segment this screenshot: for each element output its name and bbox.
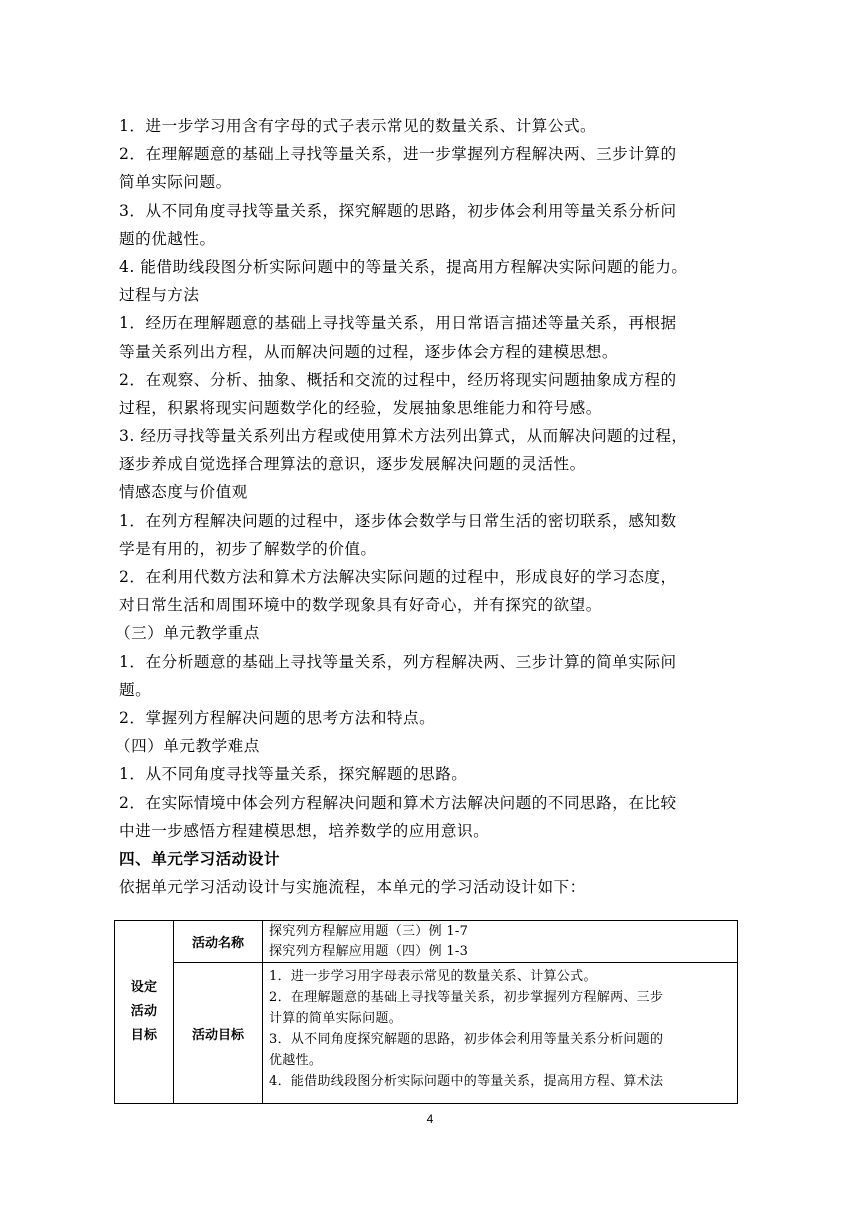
activity-name-label: 活动名称 xyxy=(174,921,263,963)
subheading-key-points: （三）单元教学重点 xyxy=(115,624,260,643)
activity-table xyxy=(114,920,738,1104)
activity-goal-cell xyxy=(263,963,738,1104)
text-line: 1．在分析题意的基础上寻找等量关系，列方程解决两、三步计算的简单实际问 xyxy=(119,652,677,671)
activity-goal-line: 4．能借助线段图分析实际问题中的等量关系，提高用方程、算术法 xyxy=(269,1074,664,1089)
subheading-attitude-values: 情感态度与价值观 xyxy=(119,483,248,502)
text-line: 学是有用的，初步了解数学的价值。 xyxy=(119,539,377,558)
text-line: 中进一步感悟方程建模思想，培养数学的应用意识。 xyxy=(119,821,490,840)
text-line: 2．在利用代数方法和算术方法解决实际问题的过程中，形成良好的学习态度， xyxy=(119,568,677,586)
text-line: 2．在观察、分析、抽象、概括和交流的过程中，经历将现实问题抽象成方程的 xyxy=(119,370,677,389)
text-line: 1．经历在理解题意的基础上寻找等量关系，用日常语言描述等量关系，再根据 xyxy=(119,314,677,333)
activity-name-line: 探究列方程解应用题（三）例 1-7 xyxy=(269,924,469,939)
body-text xyxy=(115,112,739,901)
activity-goal-line: 1．进一步学习用字母表示常见的数量关系、计算公式。 xyxy=(269,969,597,984)
text-line: 逐步养成自觉选择合理算法的意识，逐步发展解决问题的灵活性。 xyxy=(119,455,586,474)
activity-goal-line: 3．从不同角度探究解题的思路，初步体会利用等量关系分析问题的 xyxy=(269,1032,664,1047)
activity-goal-line: 2．在理解题意的基础上寻找等量关系，初步掌握列方程解两、三步 xyxy=(269,990,664,1005)
table-intro: 依据单元学习活动设计与实施流程，本单元的学习活动设计如下： xyxy=(119,878,586,897)
section-heading: 四、单元学习活动设计 xyxy=(119,849,280,868)
text-line: 3. 经历寻找等量关系列出方程或使用算术方法列出算式，从而解决问题的过程， xyxy=(119,427,688,446)
text-line: 2．掌握列方程解决问题的思考方法和特点。 xyxy=(119,708,436,727)
text-line: 过程，积累将现实问题数学化的经验，发展抽象思维能力和符号感。 xyxy=(119,398,602,417)
activity-name-cell xyxy=(263,921,738,963)
text-line: 1．在列方程解决问题的过程中，逐步体会数学与日常生活的密切联系，感知数 xyxy=(119,511,677,530)
text-line: 4. 能借助线段图分析实际问题中的等量关系，提高用方程解决实际问题的能力。 xyxy=(119,257,688,276)
table-row xyxy=(115,963,738,1104)
text-line: 题。 xyxy=(119,680,152,699)
activity-goal-line: 计算的简单实际问题。 xyxy=(269,1011,403,1026)
text-line: 2．在实际情境中体会列方程解决问题和算术方法解决问题的不同思路，在比较 xyxy=(119,793,677,812)
row-header-line: 目标 xyxy=(130,1028,158,1043)
subheading-difficulties: （四）单元教学难点 xyxy=(115,737,260,756)
text-line: 2．在理解题意的基础上寻找等量关系，进一步掌握列方程解决两、三步计算的 xyxy=(119,145,677,164)
text-line: 等量关系列出方程，从而解决问题的过程，逐步体会方程的建模思想。 xyxy=(119,342,618,361)
row-header-line: 活动 xyxy=(130,1004,158,1019)
subheading-process-method: 过程与方法 xyxy=(119,286,200,305)
page-number: 4 xyxy=(426,1112,434,1126)
text-line: 简单实际问题。 xyxy=(119,173,232,192)
text-line: 3．从不同角度寻找等量关系，探究解题的思路，初步体会利用等量关系分析问 xyxy=(119,201,677,220)
row-header-line: 设定 xyxy=(130,980,158,995)
activity-goal-line: 优越性。 xyxy=(269,1053,323,1068)
row-header-cell xyxy=(115,921,174,1104)
text-line: 对日常生活和周围环境中的数学现象具有好奇心，并有探究的欲望。 xyxy=(119,596,602,615)
text-line: 题的优越性。 xyxy=(119,229,216,248)
table-row xyxy=(115,921,738,963)
activity-goal-label: 活动目标 xyxy=(174,963,263,1104)
activity-name-line: 探究列方程解应用题（四）例 1-3 xyxy=(269,943,469,959)
text-line: 1．从不同角度寻找等量关系，探究解题的思路。 xyxy=(119,765,468,784)
text-line: 1．进一步学习用含有字母的式子表示常见的数量关系、计算公式。 xyxy=(119,117,597,135)
